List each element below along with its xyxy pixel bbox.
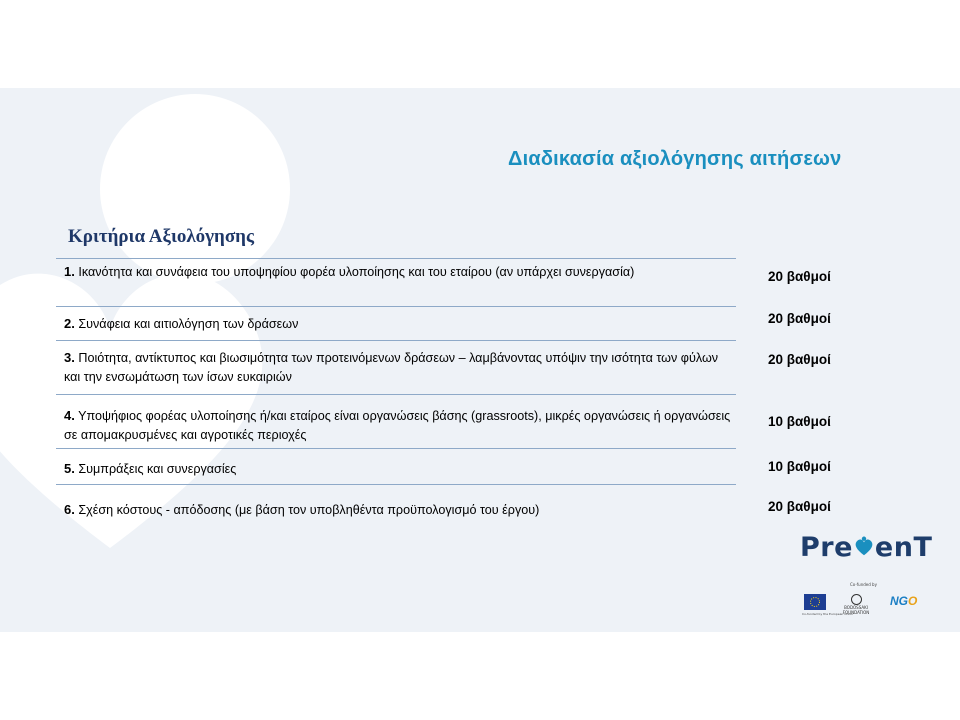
row-divider <box>56 340 736 341</box>
row-divider <box>56 306 736 307</box>
criterion-points-2: 20 βαθμοί <box>768 311 831 326</box>
ngo-logo: NGO <box>890 594 918 608</box>
row-divider <box>56 448 736 449</box>
criterion-points-5: 10 βαθμοί <box>768 459 831 474</box>
row-divider <box>56 394 736 395</box>
bodossaki-logo: BODOSSAKI FOUNDATION <box>836 594 876 616</box>
criteria-heading: Κριτήρια Αξιολόγησης <box>68 226 254 247</box>
criterion-row-3: 3. Ποιότητα, αντίκτυπος και βιωσιμότητα των προτεινόμενων δράσεων – λαμβάνοντας υπόψιν την ισότητα των φύλων και την ενσωμάτωση των ίσων ευκαιριών <box>64 350 719 384</box>
criterion-points-4: 10 βαθμοί <box>768 414 831 429</box>
criterion-row-5: 5. Συμπράξεις και συνεργασίες <box>64 461 237 476</box>
criterion-row-6: 6. Σχέση κόστους - απόδοσης (με βάση τον υποβληθέντα προϋπολογισμό του έργου) <box>64 502 540 517</box>
slide <box>0 88 960 632</box>
criterion-row-2: 2. Συνάφεια και αιτιολόγηση των δράσεων <box>64 316 299 331</box>
slide-title: Διαδικασία αξιολόγησης αιτήσεων <box>508 148 842 170</box>
row-divider <box>56 484 736 485</box>
row-divider <box>56 258 736 259</box>
eu-flag-icon <box>804 594 826 610</box>
criterion-points-3: 20 βαθμοί <box>768 352 831 367</box>
criterion-points-6: 20 βαθμοί <box>768 499 831 514</box>
criterion-points-1: 20 βαθμοί <box>768 269 831 284</box>
funded-label: Co-funded by <box>850 582 877 587</box>
bodossaki-emblem-icon <box>851 594 862 605</box>
heart-icon <box>853 536 875 558</box>
eu-label: Co-funded by the European Union <box>802 612 853 616</box>
criterion-row-1: 1. Ικανότητα και συνάφεια του υποψηφίου φορέα υλοποίησης και του εταίρου (αν υπάρχει συνεργασία) <box>64 264 635 279</box>
prevent-logo: Pre enT <box>800 532 933 563</box>
criterion-row-4: 4. Υποψήφιος φορέας υλοποίησης ή/και εταίρος είναι οργανώσεις βάσης (grassroots), μικρές οργανώσεις ή οργανώσεις σε απομακρυσμένες και αγροτικές περιοχές <box>64 408 731 442</box>
